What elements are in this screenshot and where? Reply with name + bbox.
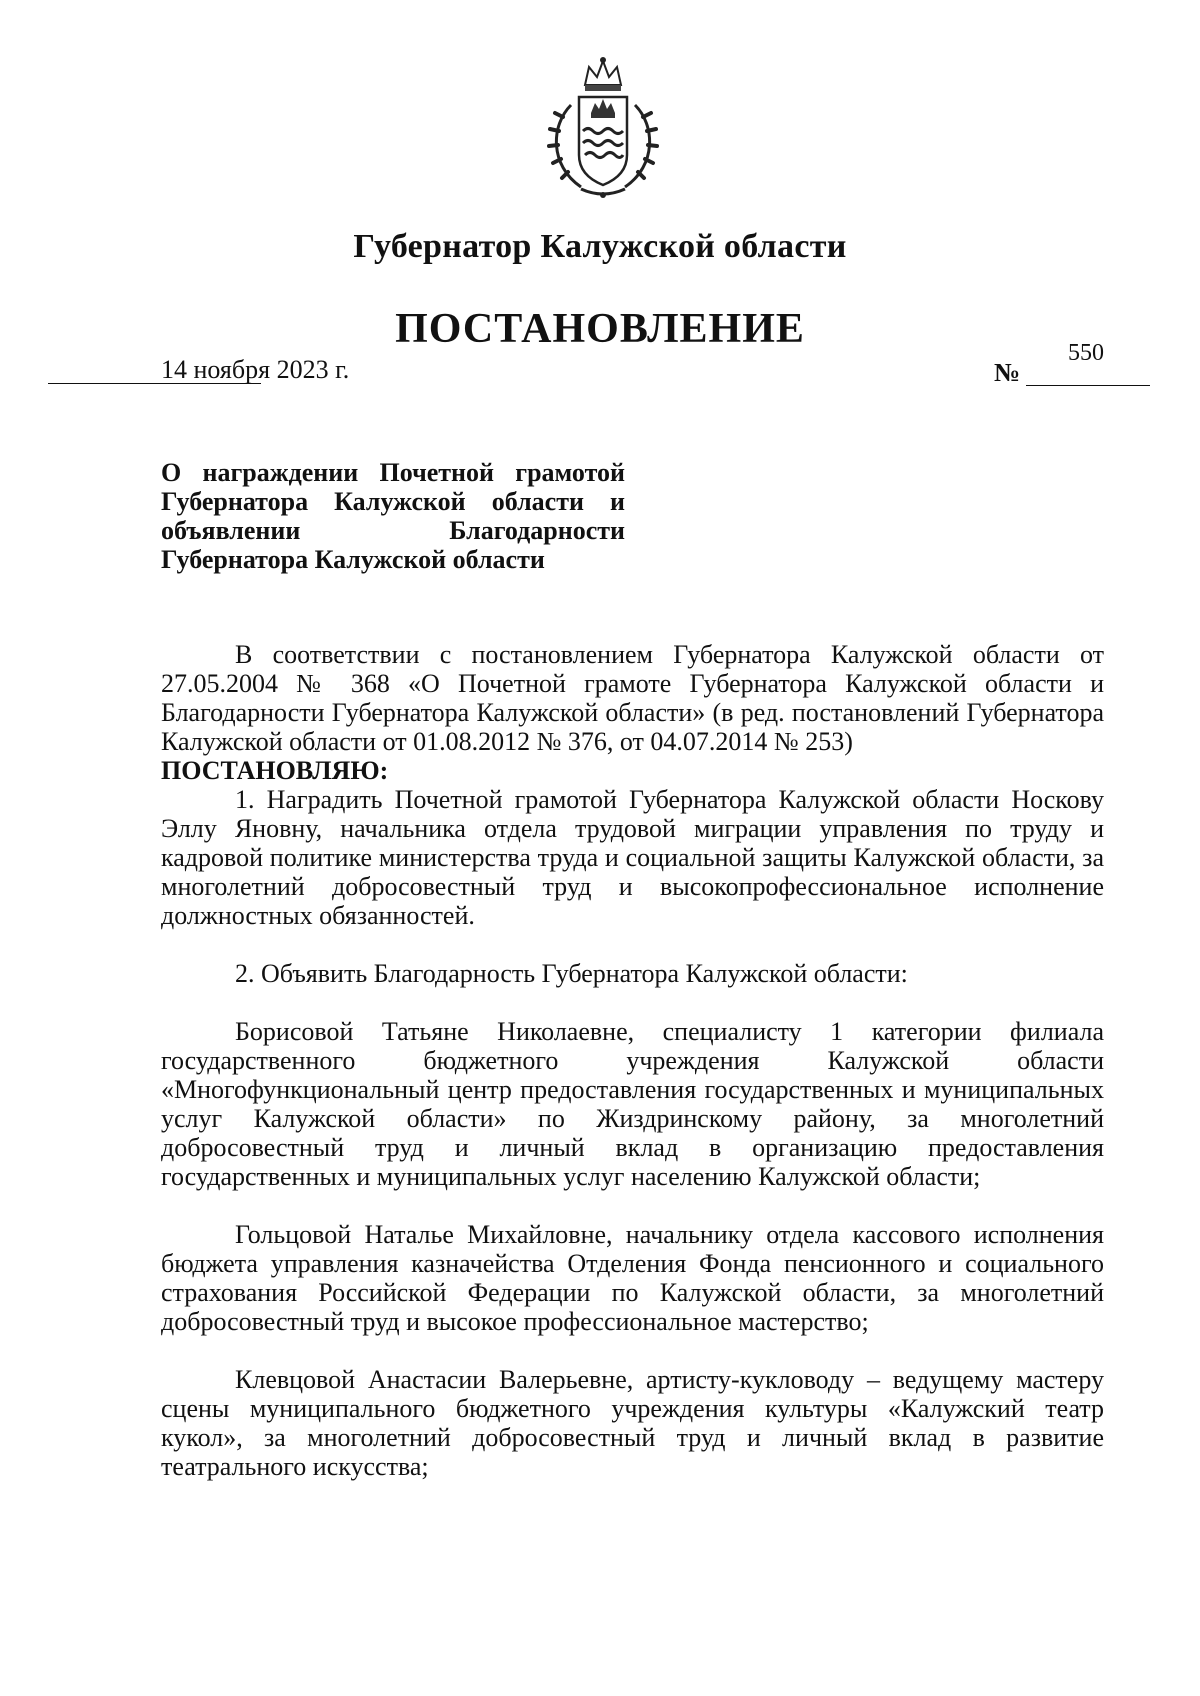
organization-title: Губернатор Калужской области xyxy=(353,228,847,265)
preamble-paragraph: В соответствии с постановлением Губернатора Калужской области от 27.05.2004 № 368 «О Почетной грамоте Губернатора Калужской области и Благодарности Губернатора Калужской области» (в ред. постановлений Губернатора Калужской области от 01.08.2012 № 376, от 04.07.2014 № 253) xyxy=(161,640,1104,756)
item-2-paragraph: 2. Объявить Благодарность Губернатора Калужской области: xyxy=(235,959,908,988)
document-date: 14 ноября 2023 г. xyxy=(161,355,350,384)
number-label: № xyxy=(994,358,1021,387)
recipient-paragraph: Клевцовой Анастасии Валерьевне, артисту-кукловоду – ведущему мастеру сцены муниципального бюджетного учреждения культуры «Калужский театр кукол», за многолетний добросовестный труд и личный вклад в развитие театрального искусства; xyxy=(161,1365,1104,1481)
document-subject: О награждении Почетной грамотой Губернатора Калужской области и объявлении Благодарности Губернатора Калужской области xyxy=(161,458,625,574)
document-type-title: ПОСТАНОВЛЕНИЕ xyxy=(395,306,805,352)
recipient-paragraph: Борисовой Татьяне Николаевне, специалисту 1 категории филиала государственного бюджетного учреждения Калужской области «Многофункциональный центр предоставления государственных и муниципальных услуг Калужской области» по Жиздринскому району, за многолетний добросовестный труд и личный вклад в организацию предоставления государственных и муниципальных услуг населению Калужской области; xyxy=(161,1017,1104,1191)
number-underline xyxy=(1026,385,1150,386)
kaluga-coat-of-arms-icon xyxy=(541,55,665,203)
item-1-paragraph: 1. Наградить Почетной грамотой Губернатора Калужской области Носкову Эллу Яновну, начальника отдела трудовой миграции управления по труду и кадровой политике министерства труда и социальной защиты Калужской области, за многолетний добросовестный труд и высокопрофессиональное исполнение должностных обязанностей. xyxy=(161,785,1104,930)
date-underline xyxy=(48,383,261,384)
resolve-heading: ПОСТАНОВЛЯЮ: xyxy=(161,756,389,785)
document-body xyxy=(161,640,1104,1481)
document-number: 550 xyxy=(1068,340,1104,366)
recipient-paragraph: Гольцовой Наталье Михайловне, начальнику отдела кассового исполнения бюджета управления казначейства Отделения Фонда пенсионного и социального страхования Российской Федерации по Калужской области, за многолетний добросовестный труд и высокое профессиональное мастерство; xyxy=(161,1220,1104,1336)
